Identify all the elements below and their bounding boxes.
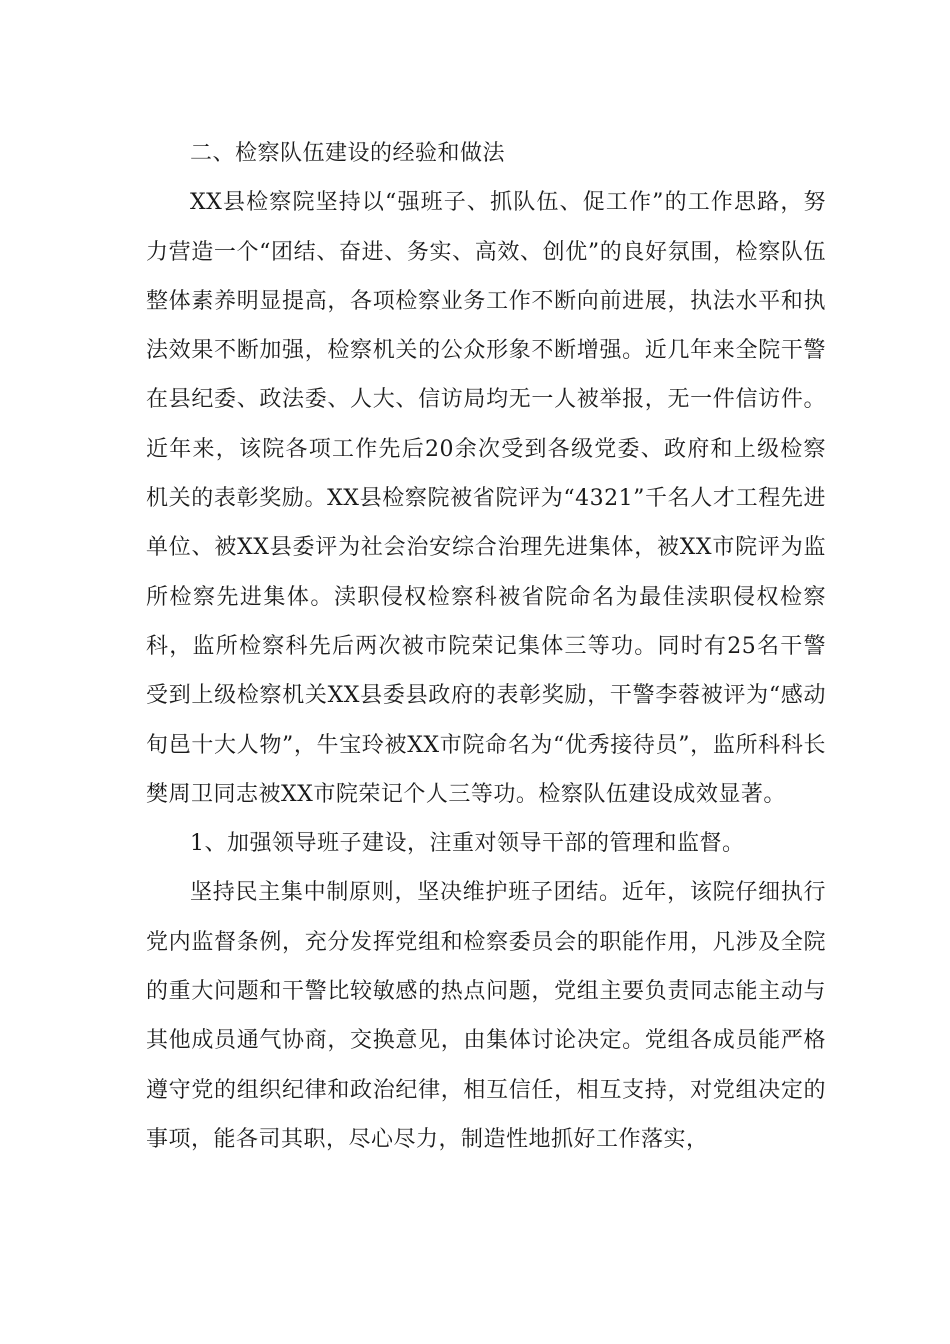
document-body [146, 129, 826, 1164]
section-heading: 二、检察队伍建设的经验和做法 [190, 141, 506, 166]
subsection-heading: 1、加强领导班子建设，注重对领导干部的管理和监督。 [190, 831, 745, 857]
body-paragraph: 坚持民主集中制原则，坚决维护班子团结。近年，该院仔细执行党内监督条例，充分发挥党组和检察委员会的职能作用，凡涉及全院的重大问题和干警比较敏感的热点问题，党组主要负责同志能主动与其他成员通气协商，交换意见，由集体讨论决定。党组各成员能严格遵守党的组织纪律和政治纪律，相互信任，相互支持，对党组决定的事项，能各司其职，尽心尽力，制造性地抓好工作落实， [146, 880, 826, 1152]
body-paragraph: XX县检察院坚持以“强班子、抓队伍、促工作”的工作思路，努力营造一个“团结、奋进、务实、高效、创优”的良好氛围，检察队伍整体素养明显提高，各项检察业务工作不断向前进展，执法水平和执法效果不断加强，检察机关的公众形象不断增强。近几年来全院干警在县纪委、政法委、人大、信访局均无一人被举报，无一件信访件。近年来，该院各项工作先后20余次受到各级党委、政府和上级检察机关的表彰奖励。XX县检察院被省院评为“4321”千名人才工程先进单位、被XX县委评为社会治安综合治理先进集体，被XX市院评为监所检察先进集体。渎职侵权检察科被省院命名为最佳渎职侵权检察科，监所检察科先后两次被市院荣记集体三等功。同时有25名干警受到上级检察机关XX县委县政府的表彰奖励，干警李蓉被评为“感动旬邑十大人物”，牛宝玲被XX市院命名为“优秀接待员”，监所科科长樊周卫同志被XX市院荣记个人三等功。检察队伍建设成效显著。 [146, 190, 826, 807]
